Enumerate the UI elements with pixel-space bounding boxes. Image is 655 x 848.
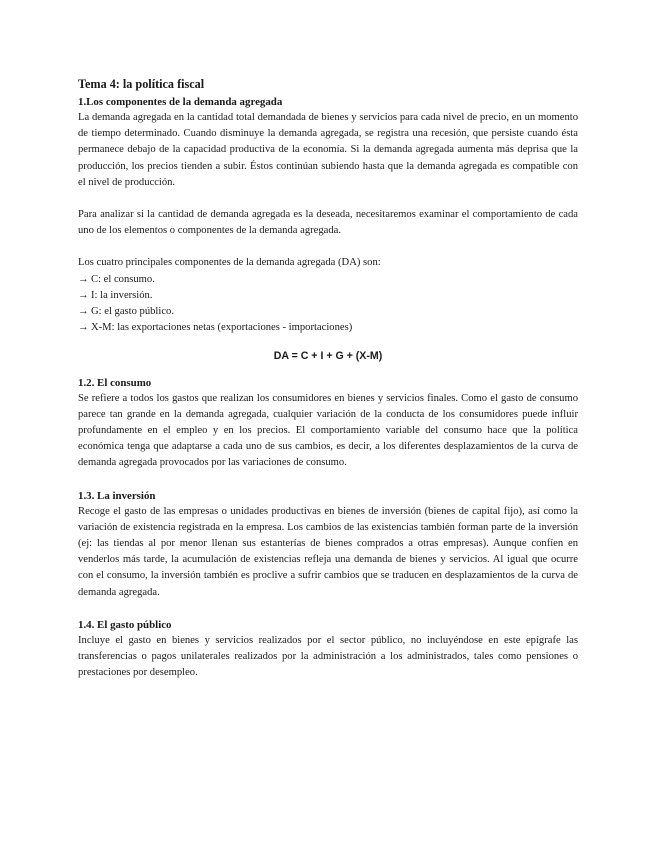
section-heading-inversion: 1.3. La inversión [78,489,156,502]
arrow-right-icon: → [78,306,89,318]
paragraph-componentes-intro: Los cuatro principales componentes de la demanda agregada (DA) son: [78,257,381,269]
arrow-right-icon: → [78,322,89,334]
list-item: → C: el consumo. [78,272,578,288]
section-heading-gasto-publico: 1.4. El gasto público [78,618,172,631]
list-item: → G: el gasto público. [78,304,578,320]
paragraph-demanda-agregada: La demanda agregada en la cantidad total demandada de bienes y servicios para cada nivel de precio, en un momento de tiempo determinado. Cuando disminuye la demanda agregada, se registra una recesión, que persiste cuando ésta permanece debajo de la capacidad productiva de la economía. Si la demanda agregada aumenta más deprisa que la producción, los precios tienden a subir. Éstos continúan subiendo hasta que la demanda agregada es compatible con el nivel de producción. [78,112,578,188]
section-heading-componentes: 1.Los componentes de la demanda agregada [78,96,283,108]
paragraph-consumo: Se refiere a todos los gastos que realizan los consumidores en bienes y servicios finales. Como el gasto de consumo parece tan grande en la demanda agregada, cualquier variación de la conducta de los consumidores puede influir profundamente en el empleo y en los precios. El comportamiento variable del consumo hace que la política económica tenga que adaptarse a cada uno de sus cambios, es decir, a los diferentes desplazamientos de la curva de demanda agregada provocados por las variaciones de consumo. [78,392,578,469]
arrow-right-icon: → [78,273,89,285]
list-item: → I: la inversión. [78,288,578,304]
formula-demanda-agregada: DA = C + I + G + (X-M) [273,350,383,363]
paragraph-inversion: Recoge el gasto de las empresas o unidades productivas en bienes de inversión (bienes de capital fijo), así como la variación de existencia registrada en la empresa. Los cambios de las existencias también forman parte de la inversión (ej: las tiendas al por menor llenan sus estanterías de bienes comprados a otras empresas). Aunque confíen en venderlos más tarde, la acumulación de existencias refleja una demanda de bienes y servicios. Al igual que ocurre con el consumo, la inversión también es proclive a sufrir cambios que se traducen en desplazamientos de la curva de demanda agregada. [78,505,578,598]
paragraph-analizar: Para analizar si la cantidad de demanda agregada es la deseada, necesitaremos examinar el comportamiento de cada uno de los elementos o componentes de la demanda agregada. [78,209,578,237]
arrow-right-icon: → [78,289,89,301]
section-heading-consumo: 1.2. El consumo [78,376,152,389]
list-item: → X-M: las exportaciones netas (exportaciones - importaciones) [78,320,578,336]
components-list [78,272,578,337]
document-title: Tema 4: la política fiscal [78,77,205,91]
document-page [78,76,578,681]
paragraph-gasto-publico: Incluye el gasto en bienes y servicios realizados por el sector público, no incluyéndose en este epígrafe las transferencias o pagos unilaterales realizados por la administración a los administrados, tales como pensiones o prestaciones por desempleo. [78,634,578,679]
